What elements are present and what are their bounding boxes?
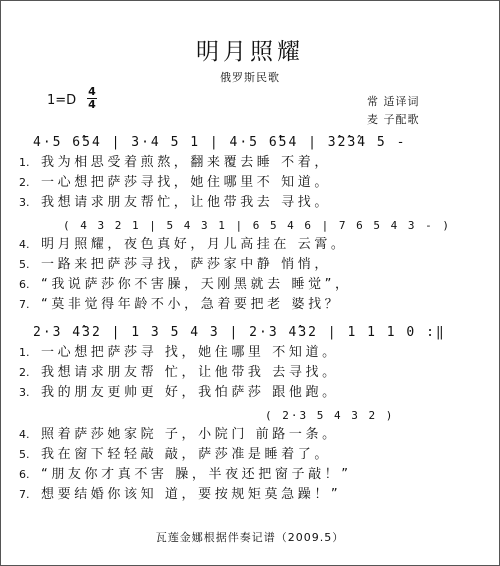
verse-number: 3. <box>19 386 30 399</box>
key-signature: 1=D <box>47 93 77 108</box>
song-title: 明月照耀 <box>196 39 304 65</box>
lyric-line-1-3 <box>19 195 489 211</box>
verse-number: 5. <box>19 448 30 461</box>
lyric-line-2-5 <box>19 447 489 463</box>
verse-number: 2. <box>19 176 30 189</box>
song-subtitle: 俄罗斯民歌 <box>220 71 280 84</box>
notation-text: 4·5 6̂54 | 3·4 5 1 | 4·5 6̂54 | 3̂2̂3̂4 5 - <box>33 135 407 150</box>
verse-text: “我说萨莎你不害臊，天刚黑就去 睡觉”， <box>41 277 352 292</box>
lyric-line-2-4 <box>19 427 489 443</box>
lyric-line-2-7 <box>19 487 489 503</box>
verse-number: 1. <box>19 346 30 359</box>
lyric-line-2-6 <box>19 467 489 483</box>
verse-text: 一路来把萨莎寻找，萨莎家中静 悄悄， <box>41 257 331 272</box>
verse-text: 我的朋友更帅更 好，我怕萨莎 跟他跑。 <box>41 385 339 400</box>
credit-lyricist: 常 适译词 <box>367 95 420 108</box>
verse-number: 4. <box>19 238 30 251</box>
lyric-line-1-1 <box>19 155 489 171</box>
verse-number: 7. <box>19 298 30 311</box>
verse-text: 我为相思受着煎熬，翻来覆去睡 不着， <box>41 155 331 170</box>
verse-text: 照着萨莎她家院 子，小院门 前路一条。 <box>41 427 339 442</box>
verse-text: 我在窗下轻轻敲 敲，萨莎准是睡着了。 <box>41 447 331 462</box>
time-signature-top: 4 <box>88 85 96 98</box>
lyric-line-2-2 <box>19 365 489 381</box>
verse-text: 我想请求朋友帮 忙，让他带我 去寻找。 <box>41 365 339 380</box>
lyric-line-2-1 <box>19 345 489 361</box>
verse-number: 6. <box>19 278 30 291</box>
time-signature <box>87 87 97 110</box>
verse-text: 明月照耀，夜色真好，月儿高挂在 云霄。 <box>41 237 348 252</box>
verse-number: 5. <box>19 258 30 271</box>
lyric-line-1-7 <box>19 297 489 313</box>
time-signature-bottom: 4 <box>88 98 96 111</box>
verse-number: 3. <box>19 196 30 209</box>
lyric-line-1-2 <box>19 175 489 191</box>
verse-text: “朋友你才真不害 臊，半夜还把窗子敲！” <box>41 467 352 482</box>
verse-number: 1. <box>19 156 30 169</box>
notation-text: 2·3 4̂32 | 1 3 5 4 3 | 2·3 4̂32 | 1 1 1 0 :‖ <box>33 325 446 340</box>
verse-number: 7. <box>19 488 30 501</box>
credit-arranger: 麦 子配歌 <box>367 113 420 126</box>
verse-text: 我想请求朋友帮忙，让他带我去 寻找。 <box>41 195 331 210</box>
verse-text: 想要结婚你该知 道，要按规矩莫急躁！” <box>41 487 342 502</box>
verse-text: “莫非觉得年龄不小，急着要把老 婆找？ <box>41 297 342 312</box>
bridge-notation-2: ( 2·3 5 4 3 2 ) <box>265 409 395 422</box>
notation-line-2 <box>19 325 489 343</box>
verse-text: 一心想把萨莎寻 找，她住哪里 不知道。 <box>41 345 339 360</box>
verse-number: 6. <box>19 468 30 481</box>
verse-number: 4. <box>19 428 30 441</box>
lyric-line-1-4 <box>19 237 489 253</box>
notation-line-1 <box>19 135 489 153</box>
lyric-line-1-5 <box>19 257 489 273</box>
lyric-line-1-6 <box>19 277 489 293</box>
verse-text: 一心想把萨莎寻找，她住哪里不 知道。 <box>41 175 331 190</box>
verse-number: 2. <box>19 366 30 379</box>
bridge-notation-1: ( 4 3 2 1 | 5 4 3 1 | 6 5 4 6 | 7 6 5 4 3 - ) <box>63 219 452 232</box>
lyric-line-2-3 <box>19 385 489 401</box>
transcription-credit: 瓦莲金娜根据伴奏记谱（2009.5） <box>155 531 345 544</box>
